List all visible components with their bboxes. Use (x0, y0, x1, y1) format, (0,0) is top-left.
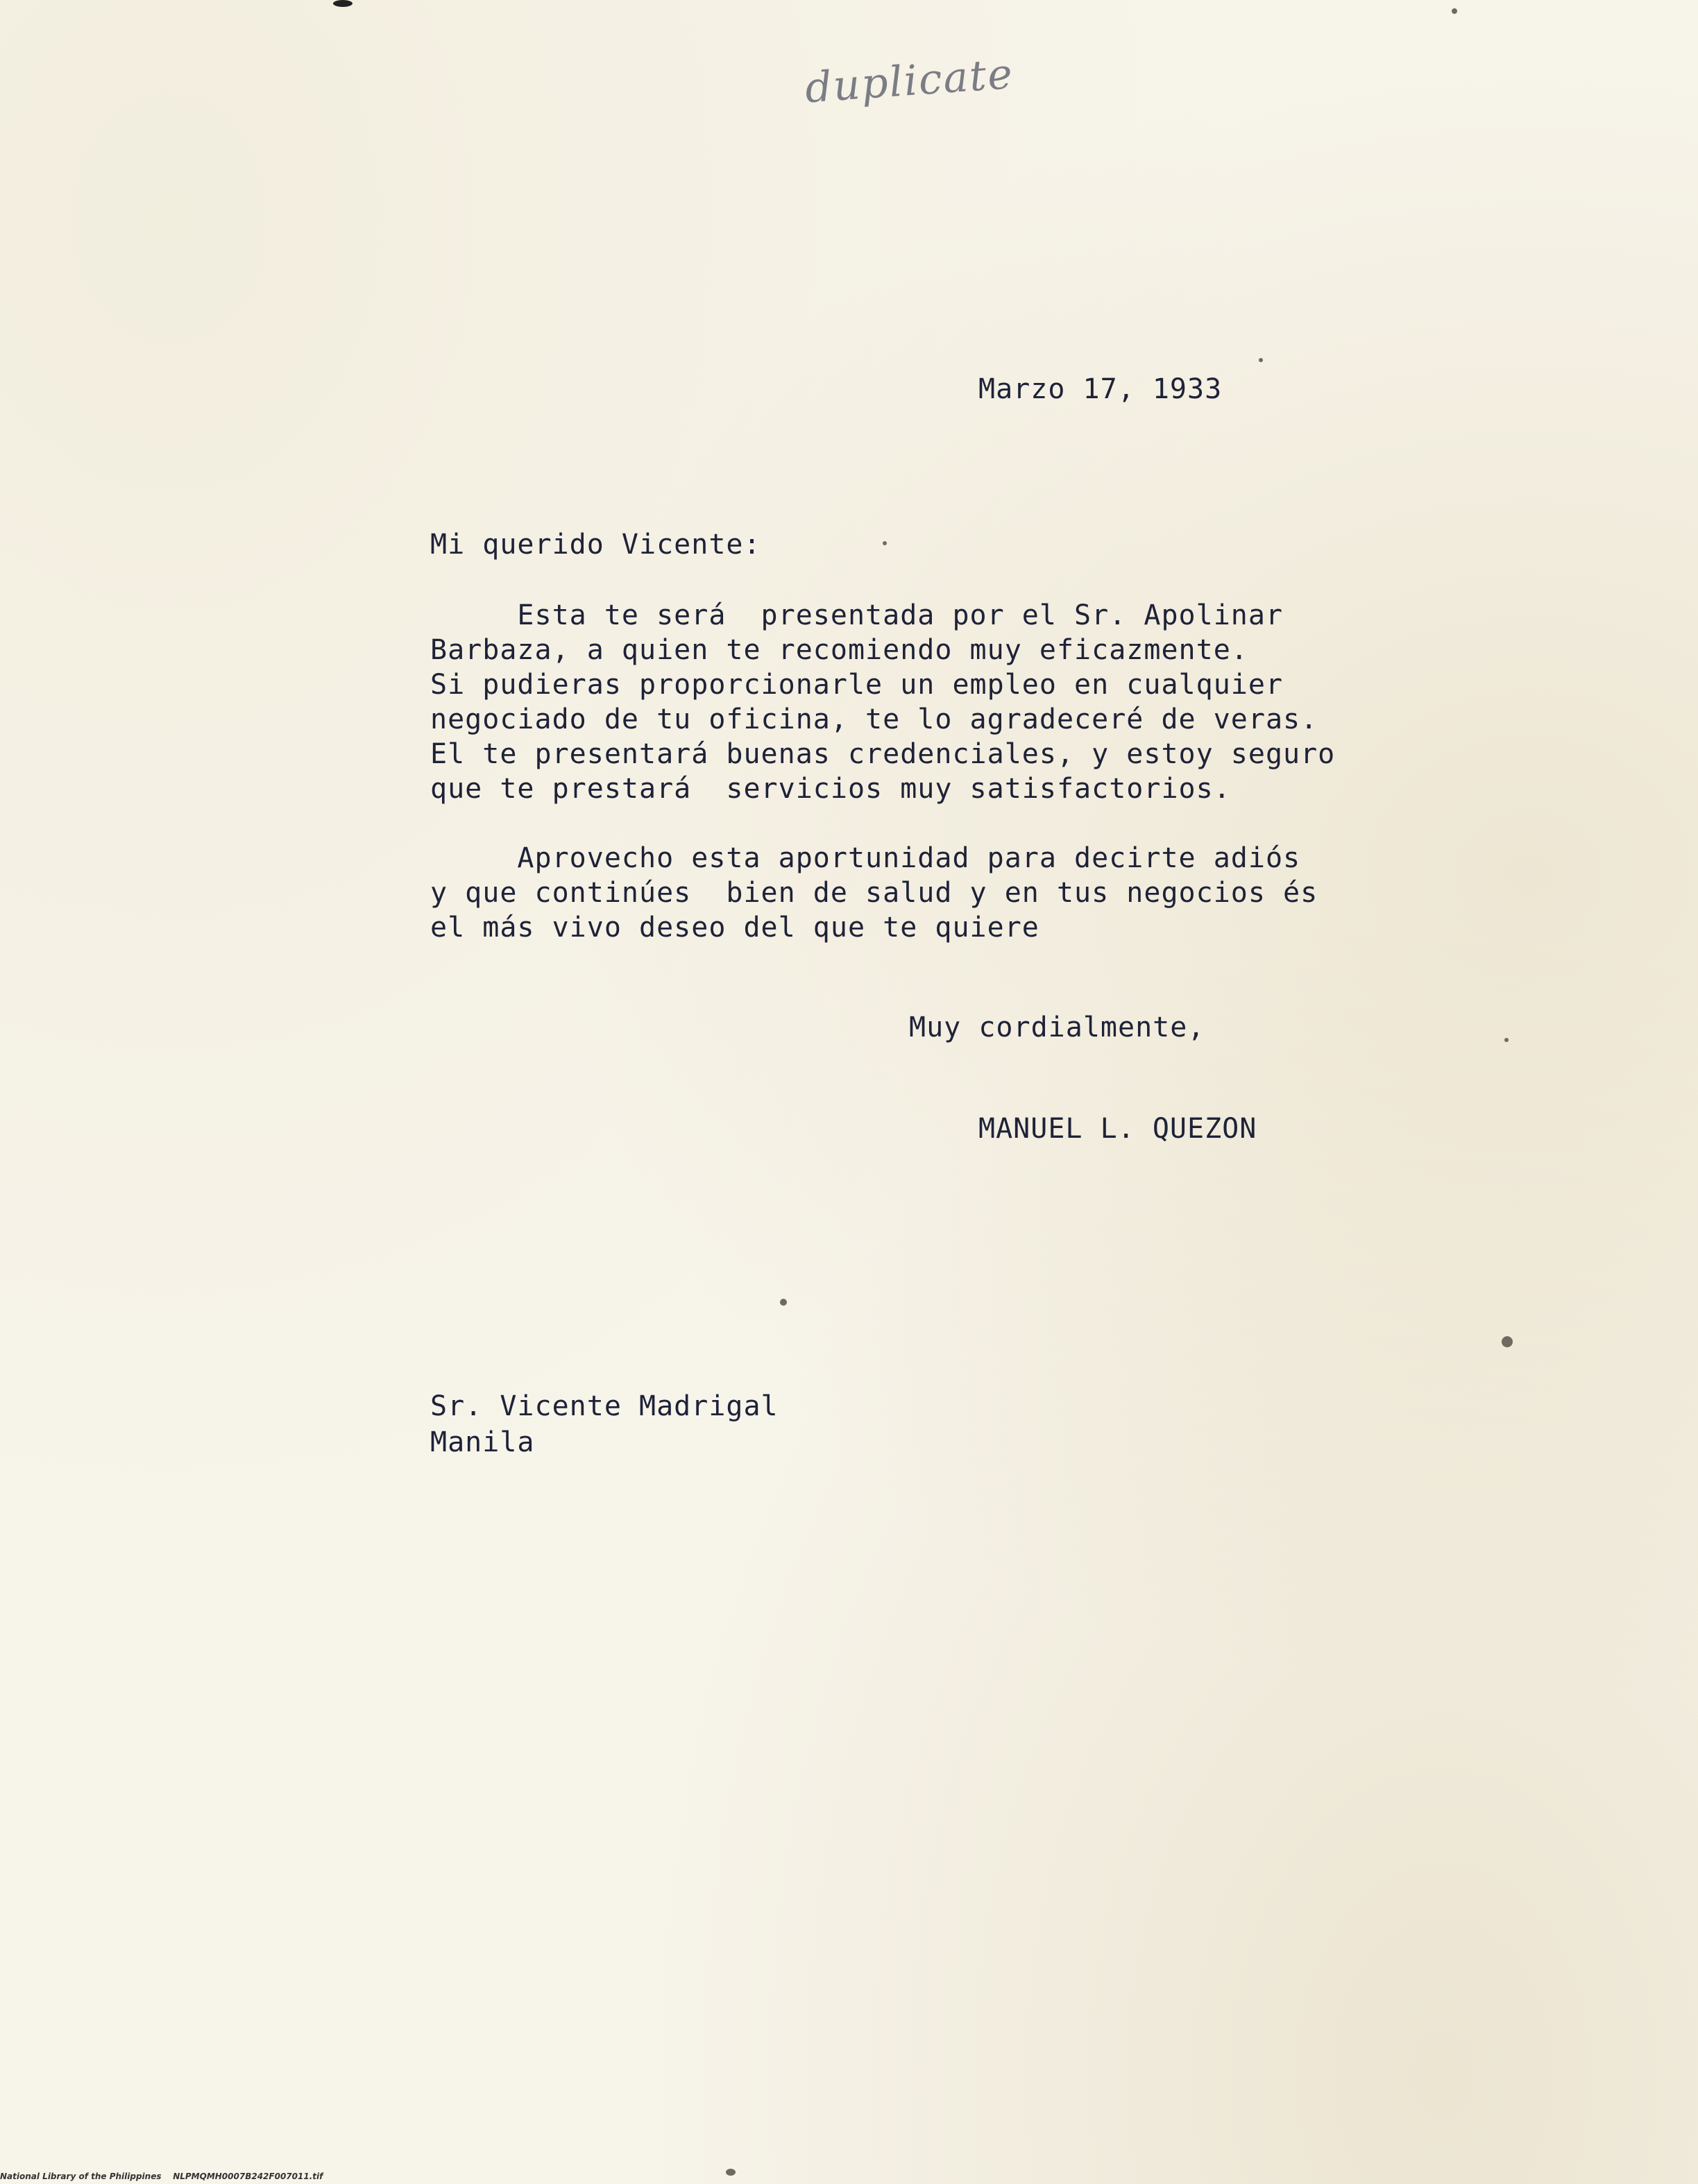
paper-speck (883, 541, 887, 545)
paragraph2-line: el más vivo deseo del que te quiere (430, 912, 1039, 944)
paragraph2-line: Aprovecho esta aportunidad para decirte adiós (430, 842, 1301, 874)
paragraph1-line: Si pudieras proporcionarle un empleo en cualquier (430, 669, 1284, 701)
paper-speck (1504, 1038, 1509, 1042)
handwritten-annotation: duplicate (803, 49, 1015, 113)
paragraph1-line: Esta te será presentada por el Sr. Apolinar (430, 599, 1284, 631)
paper-speck (780, 1299, 787, 1306)
paragraph1-line: que te prestará servicios muy satisfactorios. (430, 773, 1231, 805)
letter-date: Marzo 17, 1933 (978, 373, 1223, 405)
archive-footer: National Library of the Philippines NLPMQMH0007B242F007011.tif (0, 2172, 323, 2181)
signer-name: MANUEL L. QUEZON (978, 1113, 1257, 1145)
recipient-city: Manila (430, 1426, 535, 1458)
paragraph1-line: El te presentará buenas credenciales, y estoy seguro (430, 738, 1336, 770)
recipient-name: Sr. Vicente Madrigal (430, 1390, 779, 1422)
paper-speck (726, 2169, 736, 2176)
paper-speck (1259, 358, 1263, 362)
paragraph1-line: Barbaza, a quien te recomiendo muy eficazmente. (430, 634, 1248, 666)
paper-speck (1452, 8, 1457, 14)
complimentary-closing: Muy cordialmente, (909, 1012, 1205, 1043)
paper-speck (333, 0, 353, 7)
salutation: Mi querido Vicente: (430, 529, 761, 561)
paragraph1-line: negociado de tu oficina, te lo agradeceré de veras. (430, 703, 1318, 735)
paper-speck (1502, 1336, 1513, 1347)
paragraph2-line: y que continúes bien de salud y en tus negocios és (430, 877, 1318, 909)
